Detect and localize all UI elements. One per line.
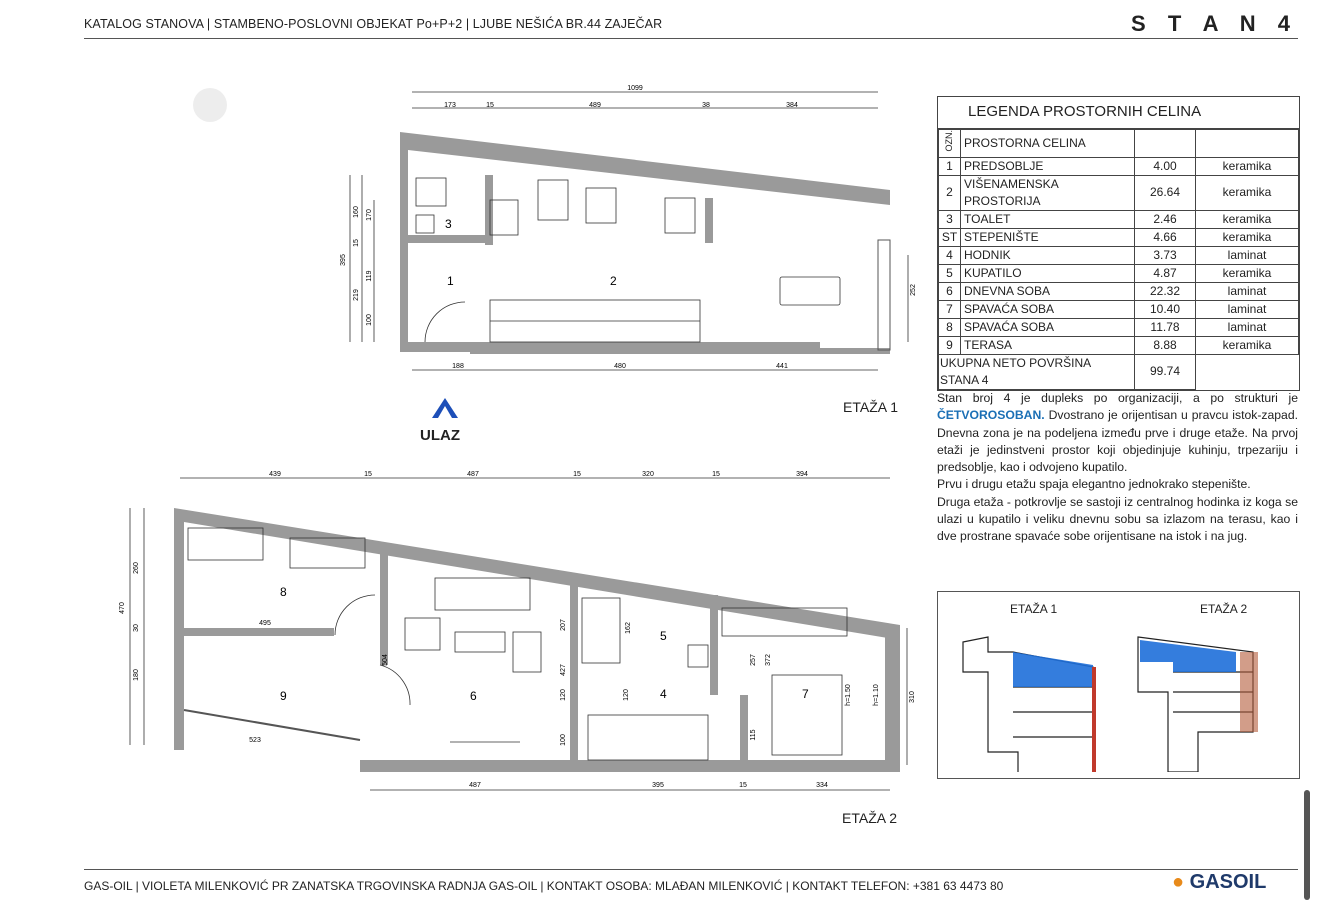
f1-dim-left-2: 15	[353, 239, 360, 247]
f2-wall-a	[380, 545, 388, 665]
f1-dim-total: 1099	[627, 85, 643, 92]
f2-dim-inner-11: 372	[765, 654, 772, 666]
f2-room-5: 5	[660, 629, 667, 643]
f2-dim-inner-9: 100	[560, 734, 567, 746]
f1-wall-kitchen	[705, 198, 713, 243]
legend-row: 1 PREDSOBLJE 4.00 keramika	[939, 157, 1299, 175]
f2-dim-bot-3: 15	[739, 782, 747, 789]
f1-dim-left-4: 100	[366, 314, 373, 326]
legend-table	[937, 96, 1300, 391]
unit-title: S T A N 4	[1131, 11, 1298, 36]
f1-wall-inner	[485, 175, 493, 245]
f1-dim-top-4: 38	[702, 102, 710, 109]
keyplan-highlight-1	[1013, 652, 1093, 687]
desc-text-2: Dvostrano je orijentisan u pravcu istok-zapad. Dnevna zona je na podeljena između prve i druge etaže. Na prvoj etaži je jedinstveni prostor koji objedinjuje kuhinju, trpezariju i predsoblje, kao i odvojeno kupatilo.	[937, 408, 1298, 475]
keyplan-label-1: ETAŽA 1	[1010, 602, 1058, 616]
f2-room-7: 7	[802, 687, 809, 701]
legend-row: 2 VIŠENAMENSKA PROSTORIJA 26.64 keramika	[939, 175, 1299, 210]
f1-dim-left-inner: 170	[366, 209, 373, 221]
desc-bold: ČETVOROSOBAN.	[937, 408, 1045, 423]
f2-wall-terrace	[184, 628, 334, 636]
header-divider	[84, 38, 1298, 39]
f1-dim-right: 252	[910, 284, 917, 296]
keyplan-highlight-2	[1140, 640, 1236, 672]
f2-dim-left-2: 30	[133, 624, 140, 632]
f2-wall-c	[710, 595, 718, 695]
legend-col-name: PROSTORNA CELINA	[961, 130, 1135, 158]
f2-dim-inner-10: 257	[750, 654, 757, 666]
f2-dim-left-outer: 470	[119, 602, 126, 614]
f2-dim-inner-3: 504	[382, 654, 389, 666]
legend-row: 9 TERASA 8.88 keramika	[939, 336, 1299, 354]
floor2-label: ETAŽA 2	[842, 810, 897, 826]
f2-room-9: 9	[280, 689, 287, 703]
floor1-plan	[330, 80, 930, 460]
f2-dim-top-7: 394	[796, 471, 808, 478]
legend-row: 5 KUPATILO 4.87 keramika	[939, 264, 1299, 282]
legend-row: 7 SPAVAĆA SOBA 10.40 laminat	[939, 300, 1299, 318]
legend-row: 4 HODNIK 3.73 laminat	[939, 246, 1299, 264]
f2-wall-d	[740, 695, 748, 770]
f2-room-8: 8	[280, 585, 287, 599]
footer-text: GAS-OIL | VIOLETA MILENKOVIĆ PR ZANATSKA TRGOVINSKA RADNJA GAS-OIL | KONTAKT OSOBA: MLAĐAN MILENKOVIĆ | KONTAKT TELEFON: +381 63 4473 80	[84, 879, 1004, 893]
f2-dim-inner-2: 523	[249, 737, 261, 744]
f1-window-right	[878, 240, 890, 350]
floor1-label: ETAŽA 1	[843, 399, 898, 415]
legend-row: ST STEPENIŠTE 4.66 keramika	[939, 228, 1299, 246]
f1-dim-left-1: 160	[353, 206, 360, 218]
floor2-plan	[110, 460, 930, 800]
f1-dim-top-2: 15	[486, 102, 494, 109]
f2-dim-inner-8: 120	[623, 689, 630, 701]
entrance-label: ULAZ	[420, 427, 460, 444]
f2-dim-top-2: 15	[364, 471, 372, 478]
legend-row: 6 DNEVNA SOBA 22.32 laminat	[939, 282, 1299, 300]
legend-total-label: UKUPNA NETO POVRŠINA STANA 4	[939, 354, 1135, 389]
legend-col-oznaka: OZN.	[944, 130, 954, 152]
gasoil-logo: ● GASOIL	[1172, 871, 1267, 893]
f2-dim-inner-13: h=1.50	[845, 684, 852, 706]
legend-row: 8 SPAVAĆA SOBA 11.78 laminat	[939, 318, 1299, 336]
f2-dim-inner-4: 427	[560, 664, 567, 676]
header-title: KATALOG STANOVA | STAMBENO-POSLOVNI OBJEKAT Po+P+2 | LJUBE NEŠIĆA BR.44 ZAJEČAR	[84, 17, 663, 31]
f1-dim-left-3: 119	[366, 270, 373, 282]
f1-room-1: 1	[447, 274, 454, 288]
f2-dim-top-1: 439	[269, 471, 281, 478]
f2-dim-top-6: 15	[712, 471, 720, 478]
scrollbar-thumb[interactable]	[1304, 790, 1310, 900]
legend-total-area: 99.74	[1135, 354, 1196, 389]
footer-divider	[84, 869, 1298, 870]
f2-dim-left-1: 260	[133, 562, 140, 574]
keyplan-red-edge	[1092, 667, 1096, 772]
f2-dim-inner-12: 115	[750, 729, 757, 741]
f1-dim-left-outer-2: 219	[353, 289, 360, 301]
f2-dim-top-4: 15	[573, 471, 581, 478]
f2-dim-inner-14: h=1.10	[873, 684, 880, 706]
f2-dim-bot-4: 334	[816, 782, 828, 789]
keyplan-label-2: ETAŽA 2	[1200, 602, 1248, 616]
f2-dim-inner-7: 120	[560, 689, 567, 701]
watermark-logo	[193, 88, 227, 122]
f2-dim-top-3: 487	[467, 471, 479, 478]
f2-dim-right: 310	[909, 691, 916, 703]
f2-room-4: 4	[660, 687, 667, 701]
legend-total-row	[939, 354, 1299, 389]
apartment-description	[937, 390, 1298, 546]
f1-dim-bot-3: 441	[776, 363, 788, 370]
f2-dim-inner-1: 495	[259, 620, 271, 627]
legend-header-row	[939, 130, 1299, 158]
f2-dim-left-3: 180	[133, 669, 140, 681]
f1-dim-top-1: 173	[444, 102, 456, 109]
desc-text-4: Druga etaža - potkrovlje se sastoji iz centralnog hodinka iz koga se ulazi u kupatilo i veliku dnevnu sobu sa izlazom na terasu, kao i dve prostrane spavaće sobe orijentisane na istok i na jug.	[937, 494, 1298, 544]
f2-dim-bot-2: 395	[652, 782, 664, 789]
desc-text-3: Prvu i drugu etažu spaja elegantno jednokrako stepenište.	[937, 477, 1251, 492]
f1-dim-left-outer-1: 395	[340, 254, 347, 266]
desc-text-1: Stan broj 4 je dupleks po organizaciji, a po strukturi je	[937, 391, 1298, 405]
keyplan-drawing	[958, 632, 1288, 772]
f1-dim-top-3: 489	[589, 102, 601, 109]
keyplan-box	[937, 591, 1300, 779]
keyplan-roof	[1240, 652, 1258, 732]
f1-dim-bot-1: 188	[452, 363, 464, 370]
f1-room-2: 2	[610, 274, 617, 288]
f2-terrace-rail	[184, 710, 360, 740]
f2-wall-b	[570, 575, 578, 770]
f1-room-3: 3	[445, 217, 452, 231]
f2-wall-right	[885, 625, 900, 770]
f2-dim-bot-1: 487	[469, 782, 481, 789]
f1-wall-wc	[408, 235, 488, 243]
f2-dim-inner-5: 207	[560, 619, 567, 631]
f2-dim-inner-6: 162	[625, 622, 632, 634]
legend-title: LEGENDA PROSTORNIH CELINA	[938, 97, 1299, 129]
f2-room-6: 6	[470, 689, 477, 703]
f1-dim-top-5: 384	[786, 102, 798, 109]
f1-wall-bottom-2	[470, 348, 890, 354]
f2-dim-top-5: 320	[642, 471, 654, 478]
f2-wall-bottom	[360, 760, 900, 772]
legend-row: 3 TOALET 2.46 keramika	[939, 210, 1299, 228]
f1-dim-bot-2: 480	[614, 363, 626, 370]
